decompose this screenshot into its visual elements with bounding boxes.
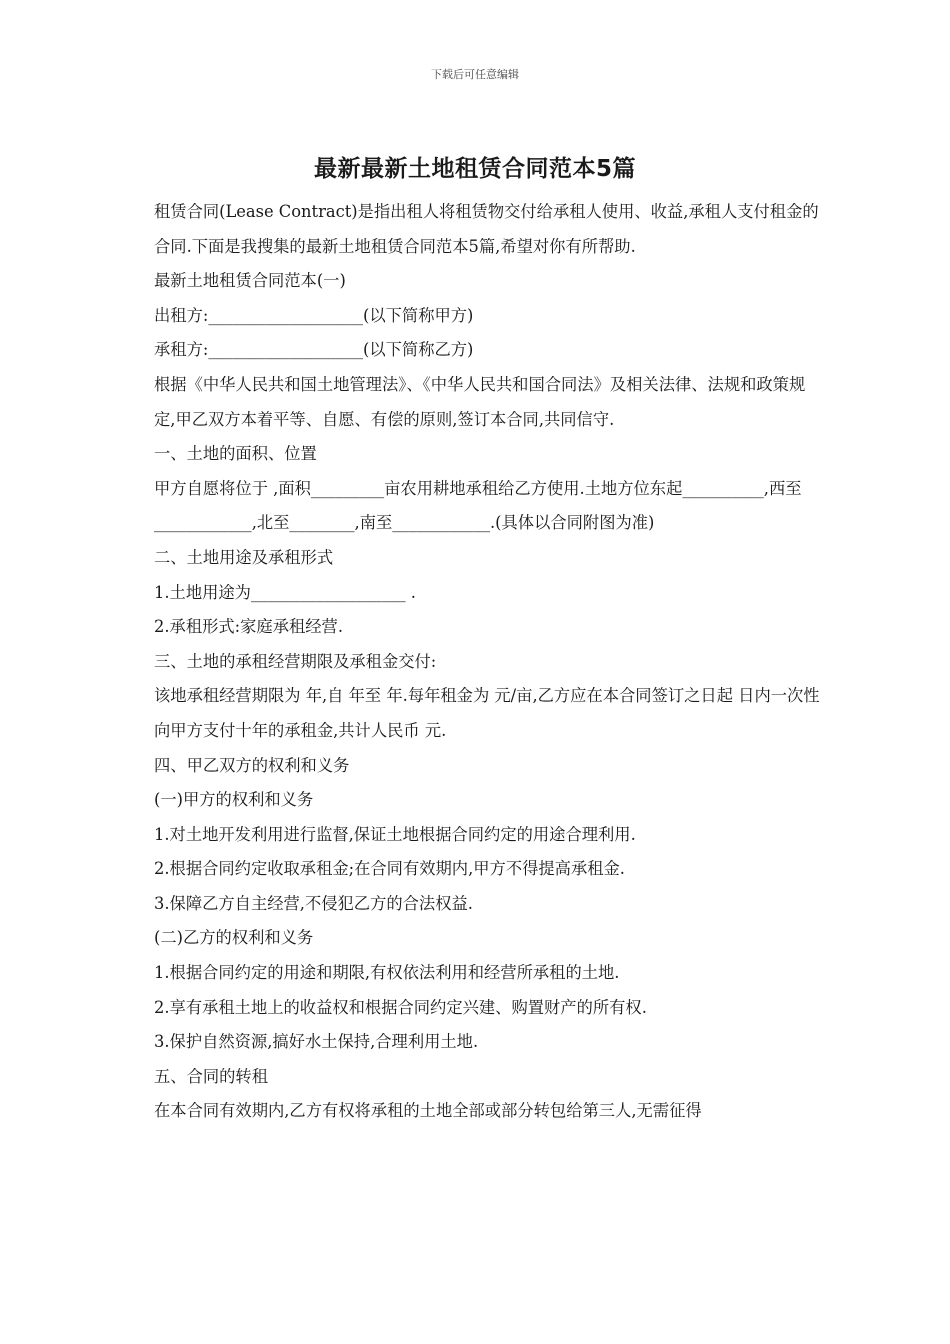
paragraph: (一)甲方的权利和义务 [154, 790, 314, 810]
paragraph: 承租方:___________________(以下简称乙方) [154, 340, 474, 360]
paragraph: 三、土地的承租经营期限及承租金交付: [154, 651, 437, 671]
paragraph: 根据《中华人民共和国土地管理法》、《中华人民共和国合同法》及相关法律、法规和政策规定,甲乙双方本着平等、自愿、有偿的原则,签订本合同,共同信守. [154, 374, 806, 429]
paragraph: 四、甲乙双方的权利和义务 [154, 755, 350, 775]
paragraph: 3.保障乙方自主经营,不侵犯乙方的合法权益. [154, 893, 473, 913]
paragraph: 最新土地租赁合同范本(一) [154, 271, 346, 291]
paragraph: 2.享有承租土地上的收益权和根据合同约定兴建、购置财产的所有权. [154, 997, 647, 1017]
paragraph: 1.对土地开发利用进行监督,保证土地根据合同约定的用途合理利用. [154, 824, 636, 844]
paragraph: 2.承租形式:家庭承租经营. [154, 617, 344, 637]
paragraph: 1.根据合同约定的用途和期限,有权依法利用和经营所承租的土地. [154, 963, 620, 983]
document-body [144, 195, 824, 1129]
paragraph: 2.根据合同约定收取承租金;在合同有效期内,甲方不得提高承租金. [154, 859, 625, 879]
paragraph: 1.土地用途为___________________ . [154, 582, 416, 602]
header-note: 下载后可任意编辑 [431, 68, 519, 81]
paragraph: 该地承租经营期限为 年,自 年至 年.每年租金为 元/亩,乙方应在本合同签订之日起 日内一次性向甲方支付十年的承租金,共计人民币 元. [154, 686, 820, 740]
paragraph: 甲方自愿将位于 ,面积_________亩农用耕地承租给乙方使用.土地方位东起__________,西至____________,北至________,南至____________.(具体以合同附图为准) [154, 478, 802, 533]
paragraph: (二)乙方的权利和义务 [154, 928, 314, 948]
paragraph: 3.保护自然资源,搞好水土保持,合理利用土地. [154, 1032, 479, 1052]
paragraph: 出租方:___________________(以下简称甲方) [154, 305, 474, 325]
paragraph: 二、土地用途及承租形式 [154, 547, 334, 567]
paragraph: 一、土地的面积、位置 [154, 444, 317, 464]
document-title: 最新最新土地租赁合同范本5篇 [313, 156, 636, 182]
paragraph: 租赁合同(Lease Contract)是指出租人将租赁物交付给承租人使用、收益,承租人支付租金的合同.下面是我搜集的最新土地租赁合同范本5篇,希望对你有所帮助. [154, 202, 819, 256]
paragraph: 五、合同的转租 [154, 1066, 268, 1086]
paragraph: 在本合同有效期内,乙方有权将承租的土地全部或部分转包给第三人,无需征得 [154, 1101, 702, 1121]
